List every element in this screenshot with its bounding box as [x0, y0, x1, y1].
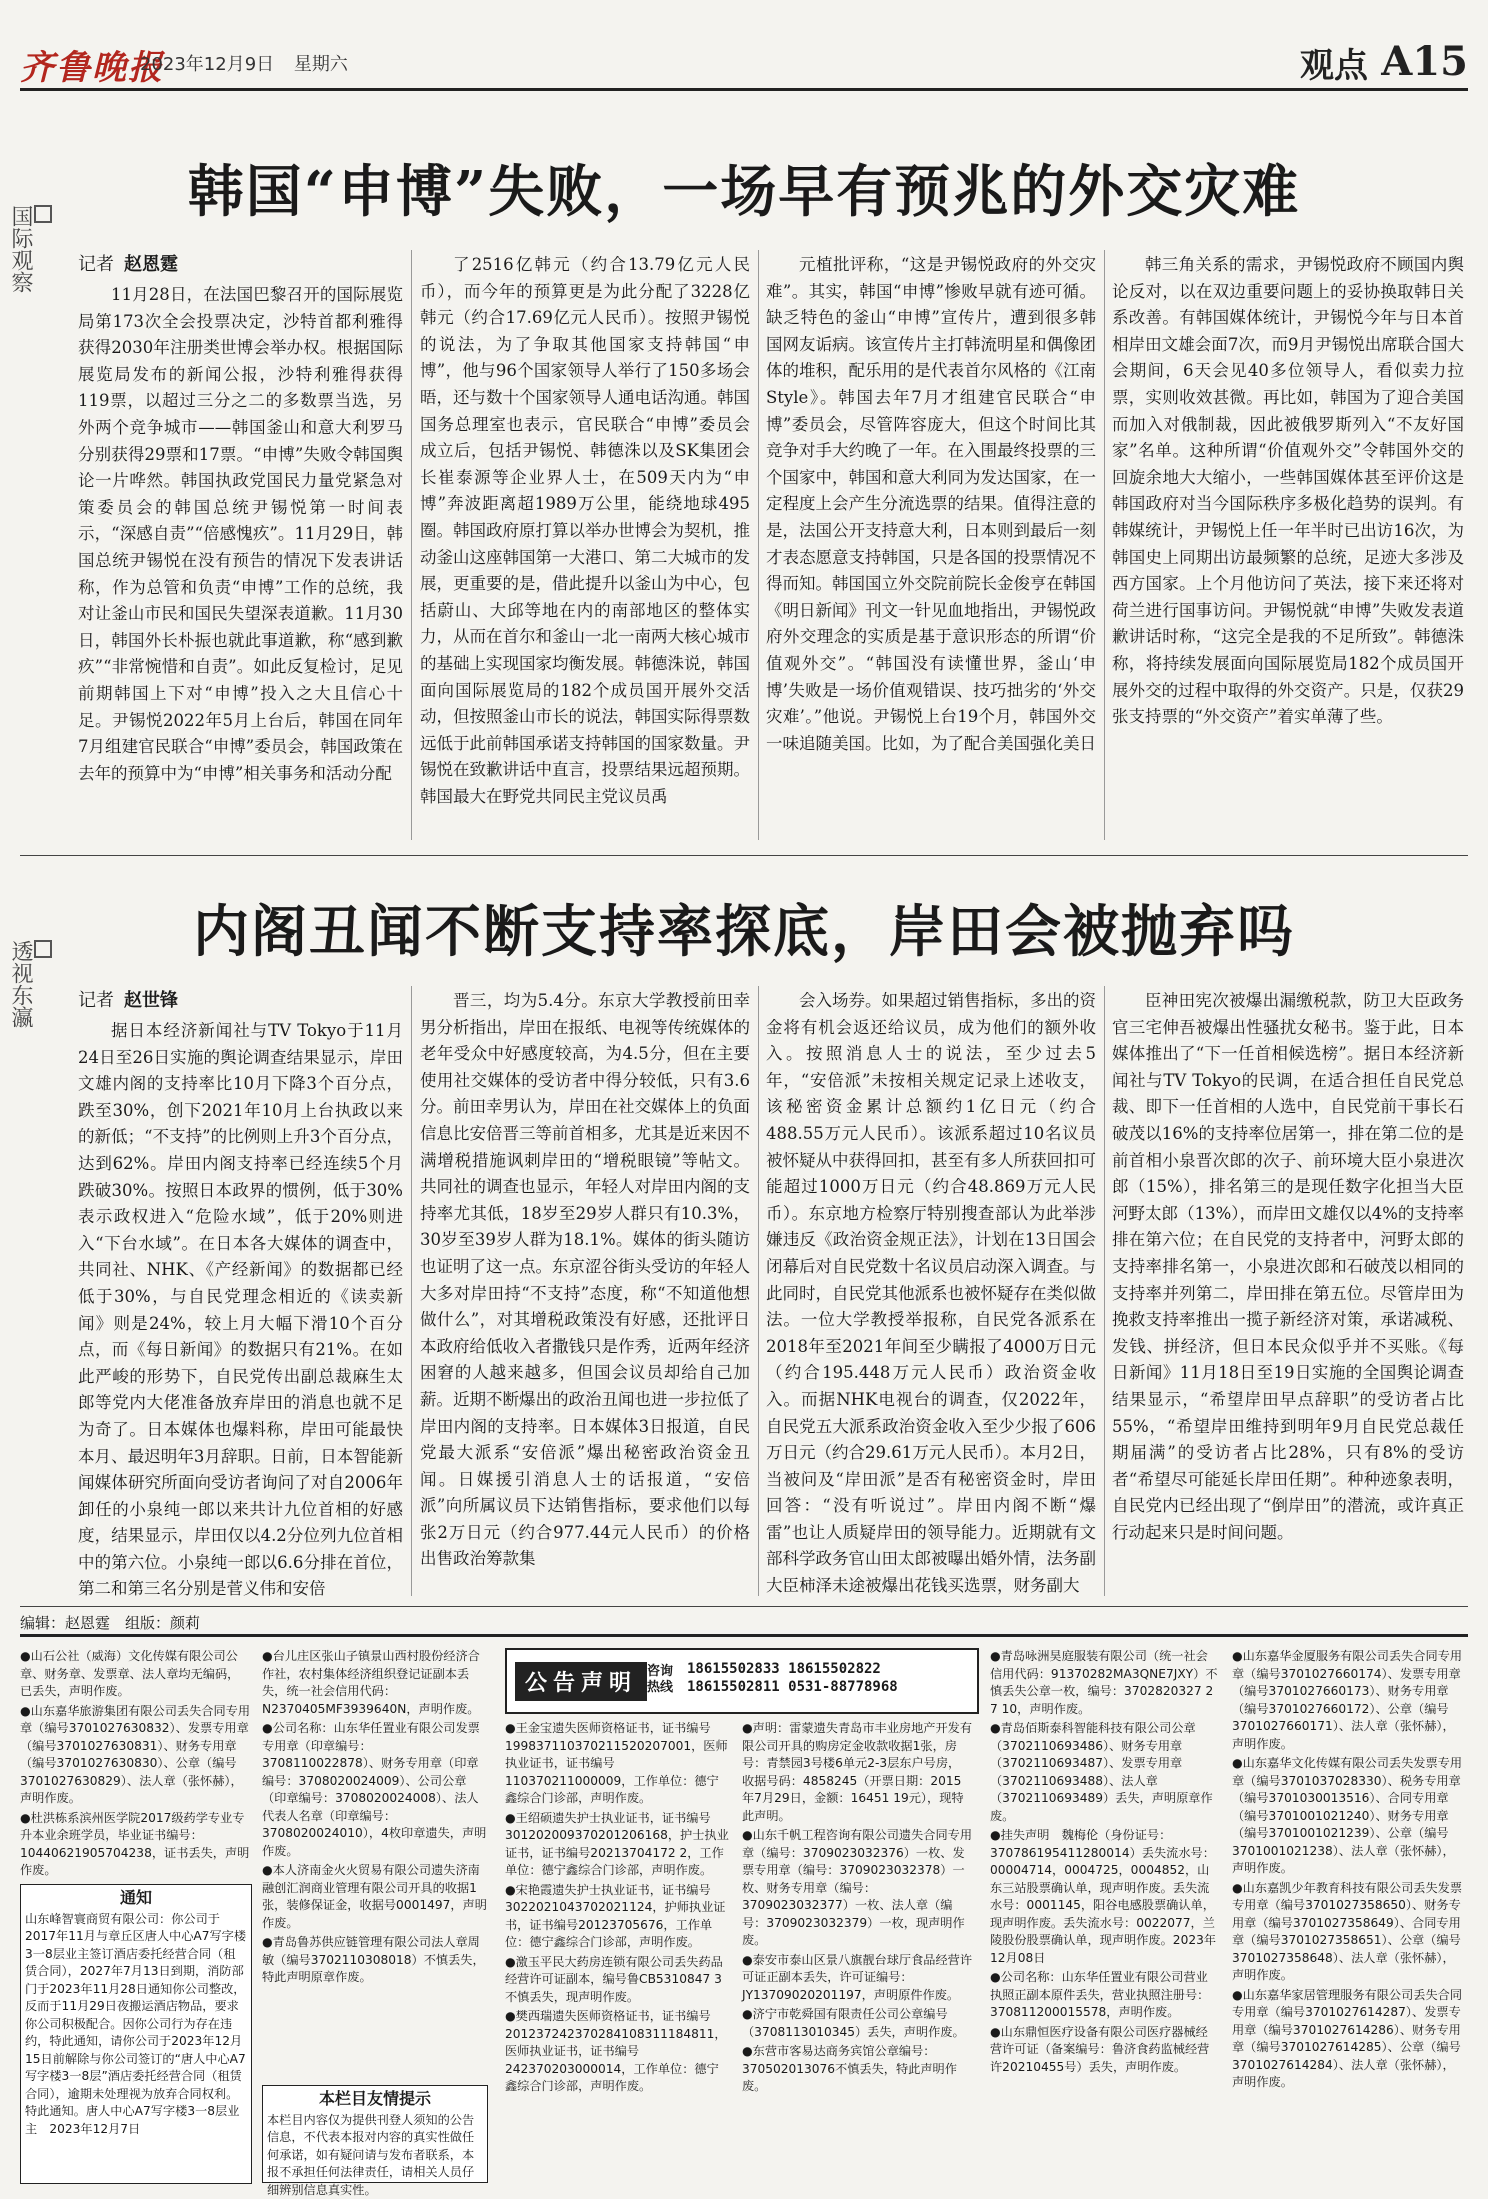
notice-column-6	[1232, 1648, 1464, 2175]
column-divider	[1104, 986, 1105, 1596]
article2-column-tag: 透视东瀛	[22, 940, 52, 1028]
article2-column-4	[1112, 988, 1464, 1593]
date-text: 2023年12月9日	[140, 54, 274, 75]
notice-item: ●王绍硕遗失护士执业证书，证书编号301202009370201206168，护士执业证书，证书编号20213704172 2，工作单位：德宁鑫综合门诊部，声明作废。	[505, 1810, 730, 1880]
notice-item: ●公司名称：山东华任置业有限公司营业执照正副本原件丢失，营业执照注册号：370811200015578，声明作废。	[990, 1969, 1218, 2022]
byline-label: 记者	[78, 990, 114, 1011]
notice-item: ●山东鼎恒医疗设备有限公司医疗器械经营许可证（备案编号：鲁济食药监械经营许20210455号）丢失，声明作废。	[990, 2024, 1218, 2077]
tel-numbers	[687, 1660, 898, 1696]
tel-line: 18615502833 18615502822	[687, 1660, 898, 1678]
hint-text: 本栏目内容仅为提供刊登人须知的公告信息，不代表本报对内容的真实性做任何承诺，如有疑问请与发布者联系，本报不承担任何法律责任，请相关人员仔细辨别信息真实性。	[267, 2112, 483, 2199]
notice-column-2	[262, 1648, 487, 2078]
weekday-text: 星期六	[294, 54, 348, 75]
tongzhi-box	[20, 1884, 252, 2184]
article2-column-2	[420, 988, 750, 1593]
byline-label: 记者	[78, 254, 114, 275]
notice-item: ●山东嘉华金厦服务有限公司丢失合同专用章（编号3701027660174）、发票专用章（编号3701027660173）、财务专用章（编号3701027660172）、公章（编号3701027660171）、法人章（张怀赫），声明作废。	[1232, 1648, 1464, 1753]
paragraph: 11月28日，在法国巴黎召开的国际展览局第173次全会投票决定，沙特首都利雅得获得2030年注册类世博会举办权。根据国际展览局发布的新闻公报，沙特利雅得获得119票，以超过三分之二的多数票当选，另外两个竞争城市——韩国釜山和意大利罗马分别获得29票和17票。“申博”失败令韩国舆论一片哗然。韩国执政党国民力量党紧急对策委员会的韩国总统尹锡悦第一时间表示，“深感自责”“倍感愧疚”。11月29日，韩国总统尹锡悦在没有预告的情况下发表讲话称，作为总管和负责“申博”工作的总统，我对让釜山市民和国民失望深表道歉。11月30日，韩国外长朴振也就此事道歉，称“感到歉疚”“非常惋惜和自责”。如此反复检讨，足见前期韩国上下对“申博”投入之大且信心十足。尹锡悦2022年5月上台后，韩国在同年7月组建官民联合“申博”委员会，韩国政策在去年的预算中为“申博”相关事务和活动分配	[78, 282, 403, 787]
page-number: A15	[1381, 38, 1468, 85]
notice-item: ●山东嘉华旅游集团有限公司丢失合同专用章（编号3701027630832）、发票专用章（编号3701027630831）、财务专用章（编号3701027630830）、公章（编号3701027630829）、法人章（张怀赫），声明作废。	[20, 1703, 250, 1808]
article1-title: 韩国“申博”失败，一场早有预兆的外交灾难	[0, 148, 1488, 228]
notice-item: ●山东嘉华文化传媒有限公司丢失发票专用章（编号3701037028330）、税务专用章（编号3701030013516）、合同专用章（编号3701001021240）、财务专用章（编号3701001021239）、公章（编号3701001021238）、法人章（张怀赫），声明作废。	[1232, 1755, 1464, 1878]
notice-item: ●樊西瑞遗失医师资格证书，证书编号201237242370284108311184811，医师执业证书，证书编号242370203000014，工作单位：德宁鑫综合门诊部，声明作废。	[505, 2008, 730, 2096]
article2-column-1	[78, 1018, 403, 1593]
column-divider	[758, 250, 759, 840]
notice-item: ●山石公社（威海）文化传媒有限公司公章、财务章、发票章、法人章均无编码，已丢失，声明作废。	[20, 1648, 250, 1701]
notice-item: ●激玉平民大药房连锁有限公司丢失药品经营许可证副本，编号鲁CB5310847 3不慎丢失，现声明作废。	[505, 1954, 730, 2007]
paragraph: 臣神田宪次被爆出漏缴税款，防卫大臣政务官三宅伸吾被爆出性骚扰女秘书。鉴于此，日本媒体推出了“下一任首相候选榜”。据日本经济新闻社与TV Tokyo的民调，在适合担任自民党总裁、即下一任首相的人选中，自民党前干事长石破茂以16%的支持率位居第一，排在第二位的是前首相小泉晋次郎的次子、前环境大臣小泉进次郎（15%），排名第三的是现任数字化担当大臣河野太郎（13%），而岸田文雄仅以4%的支持率排在第六位；在自民党的支持者中，河野太郎的支持率排名第一，小泉进次郎和石破茂以相同的支持率并列第二，岸田排在第五位。尽管岸田为挽救支持率推出一揽子新经济对策，承诺减税、发钱、拼经济，但日本民众似乎并不买账。《每日新闻》11月18日至19日实施的全国舆论调查结果显示，“希望岸田早点辞职”的受访者占比55%，“希望岸田维持到明年9月自民党总裁任期届满”的受访者占比28%，只有8%的受访者“希望尽可能延长岸田任期”。种种迹象表明，自民党内已经出现了“倒岸田”的潜流，或许真正行动起来只是时间问题。	[1112, 988, 1464, 1546]
article2-column-3	[766, 988, 1096, 1593]
article1-column-tag: 国际观察	[22, 205, 52, 293]
issue-date	[140, 50, 348, 76]
hint-title: 本栏目友情提示	[267, 2090, 483, 2108]
notice-column-5	[990, 1648, 1218, 2175]
notice-item: ●本人济南金火火贸易有限公司遗失济南融创汇润商业管理有限公司开具的收据1张，装修保证金，收据号0001497，声明作废。	[262, 1862, 487, 1932]
paragraph: 了2516亿韩元（约合13.79亿元人民币），而今年的预算更是为此分配了3228亿韩元（约合17.69亿元人民币）。按照尹锡悦的说法，为了争取其他国家支持韩国“申博”，他与96个国家领导人举行了150多场会晤，还与数十个国家领导人通电话沟通。韩国国务总理室也表示，官民联合“申博”委员会成立后，包括尹锡悦、韩德洙以及SK集团会长崔泰源等企业界人士，在509天内为“申博”奔波距离超1989万公里，能绕地球495圈。韩国政府原打算以举办世博会为契机，推动釜山这座韩国第一大港口、第二大城市的发展，更重要的是，借此提升以釜山为中心，包括蔚山、大邱等地在内的南部地区的整体实力，从而在首尔和釜山一北一南两大核心城市的基础上实现国家均衡发展。韩德洙说，韩国面向国际展览局的182个成员国开展外交活动，但按照釜山市长的说法，韩国实际得票数远低于此前韩国承诺支持韩国的国家数量。尹锡悦在致歉讲话中直言，投票结果远超预期。韩国最大在野党共同民主党议员禹	[420, 252, 750, 810]
article1-column-2	[420, 252, 750, 837]
notice-column-4	[742, 1720, 972, 2175]
friendly-hint-box	[262, 2085, 488, 2183]
paragraph: 元植批评称，“这是尹锡悦政府的外交灾难”。其实，韩国“申博”惨败早就有迹可循。缺乏特色的釜山“申博”宣传片，遭到很多韩国网友诟病。该宣传片主打韩流明星和偶像团体的堆积，配乐用的是代表首尔风格的《江南Style》。韩国去年7月才组建官民联合“申博”委员会，尽管阵容庞大，但这个时间比其竞争对手大约晚了一年。在入围最终投票的三个国家中，韩国和意大利同为发达国家，在一定程度上会产生分流选票的结果。值得注意的是，法国公开支持意大利，日本则到最后一刻才表态愿意支持韩国，只是各国的投票情况不得而知。韩国国立外交院前院长金俊亨在韩国《明日新闻》刊文一针见血地指出，尹锡悦政府外交理念的实质是基于意识形态的所谓“价值观外交”。“韩国没有读懂世界，釜山‘申博’失败是一场价值观错误、技巧拙劣的‘外交灾难’。”他说。尹锡悦上台19个月，韩国外交一味追随美国。比如，为了配合美国强化美日	[766, 252, 1096, 757]
notice-header-box	[505, 1648, 979, 1714]
notice-item: ●台儿庄区张山子镇景山西村股份经济合作社，农村集体经济组织登记证副本丢失，统一社会信用代码：N2370405MF3939640N，声明作废。	[262, 1648, 487, 1718]
notice-item: ●东营市客易达商务宾馆公章编号：370502013076不慎丢失，特此声明作废。	[742, 2043, 972, 2096]
notice-item: ●山东嘉凯少年教育科技有限公司丢失发票专用章（编号3701027358650）、财务专用章（编号3701027358649）、合同专用章（编号3701027358651）、公章（编号3701027358648）、法人章（张怀赫），声明作废。	[1232, 1880, 1464, 1985]
paragraph: 晋三，均为5.4分。东京大学教授前田幸男分析指出，岸田在报纸、电视等传统媒体的老年受众中好感度较高，为4.5分，但在主要使用社交媒体的受访者中得分较低，只有3.6分。前田幸男认为，岸田在社交媒体上的负面信息比安倍晋三等前首相多，尤其是近来因不满增税措施讽刺岸田的“增税眼镜”等帖文。共同社的调查也显示，年轻人对岸田内阁的支持率尤其低，18岁至29岁人群只有10.3%，30岁至39岁人群为18.1%。媒体的街头随访也证明了这一点。东京涩谷街头受访的年轻人大多对岸田持“不支持”态度，称“不知道他想做什么”，对其增税政策没有好感，还批评日本政府给低收入者撒钱只是作秀，近两年经济困窘的人越来越多，但国会议员却给自己加薪。近期不断爆出的政治丑闻也进一步拉低了岸田内阁的支持率。日本媒体3日报道，自民党最大派系“安倍派”爆出秘密政治资金丑闻。日媒援引消息人士的话报道，“安倍派”向所属议员下达销售指标，要求他们以每张2万日元（约合977.44元人民币）的价格出售政治筹款集	[420, 988, 750, 1573]
notice-column-1	[20, 1648, 250, 1878]
notice-column-3	[505, 1720, 730, 2175]
editor-credit: 编辑：赵恩霆 组版：颜莉	[20, 1612, 200, 1633]
paragraph: 韩三角关系的需求，尹锡悦政府不顾国内舆论反对，以在双边重要问题上的妥协换取韩日关系改善。有韩国媒体统计，尹锡悦今年与日本首相岸田文雄会面7次，而9月尹锡悦出席联合国大会期间，6天会见40多位领导人，看似卖力拉票，实则收效甚微。再比如，韩国为了迎合美国而加入对俄制裁，因此被俄罗斯列入“不友好国家”名单。这种所谓“价值观外交”令韩国外交的回旋余地大大缩小，一些韩国媒体甚至评价这是韩国政府对当今国际秩序多极化趋势的误判。有韩媒统计，尹锡悦上任一年半时已出访16次，为韩国史上同期出访最频繁的总统，足迹大多涉及西方国家。上个月他访问了英法，接下来还将对荷兰进行国事访问。尹锡悦就“申博”失败发表道歉讲话时称，“这完全是我的不足所致”。韩德洙称，将持续发展面向国际展览局182个成员国开展外交的过程中取得的外交资产。只是，仅获29张支持票的“外交资产”着实单薄了些。	[1112, 252, 1464, 731]
notice-item: ●泰安市泰山区景八旗靓台球厅食品经营许可证正副本丢失，许可证编号：JY13709020201197，声明原件作废。	[742, 1952, 972, 2005]
column-divider	[411, 250, 412, 840]
article2-title: 内阁丑闻不断支持率探底，岸田会被抛弃吗	[0, 888, 1488, 968]
notice-item: ●宋艳霞遗失护士执业证书，证书编号3022021043702021124，护师执业证书，证书编号20123705676，工作单位：德宁鑫综合门诊部，声明作废。	[505, 1882, 730, 1952]
notice-rule	[20, 1634, 1468, 1637]
notice-item: ●山东千帆工程咨询有限公司遗失合同专用章（编号：3709023032376）一枚、发票专用章（编号：3709023032378）一枚、财务专用章（编号：3709023032377）一枚、法人章（编号：3709023032379）一枚，现声明作废。	[742, 1827, 972, 1950]
notice-item: ●挂失声明 魏梅伦（身份证号：370786195411280014）丢失流水号：00004714，0004725，0004852，山东三站股票确认单，现声明作废。丢失流水号：0001145，阳谷电感股票确认单，现声明作废。丢失流水号：0022077，兰陵股份股票确认单，现声明作废。2023年12月08日	[990, 1827, 1218, 1967]
notice-item: ●青岛鲁苏供应链管理有限公司法人章周敏（编号3702110308018）不慎丢失，特此声明原章作废。	[262, 1934, 487, 1987]
byline-name: 赵世锋	[124, 990, 178, 1011]
notice-item: ●青岛佰斯泰科智能科技有限公司公章（3702110693486）、财务专用章（3702110693487）、发票专用章（3702110693488）、法人章（3702110693489）丢失，声明原章作废。	[990, 1720, 1218, 1825]
article1-column-3	[766, 252, 1096, 837]
tel-label: 咨询热线	[647, 1664, 677, 1696]
notice-item: ●杜洪栋系滨州医学院2017级药学专业专升本业余班学员，毕业证书编号：10440621905704238，证书丢失，声明作废。	[20, 1810, 250, 1880]
notice-title: 公告声明	[515, 1662, 647, 1701]
column-divider	[758, 986, 759, 1596]
article1-byline	[78, 250, 178, 276]
notice-item: ●王金宝遗失医师资格证书，证书编号199837110370211520207001，医师执业证书，证书编号110370211000009，工作单位：德宁鑫综合门诊部，声明作废。	[505, 1720, 730, 1808]
article-divider	[20, 855, 1468, 856]
paragraph: 据日本经济新闻社与TV Tokyo于11月24日至26日实施的舆论调查结果显示，岸田文雄内阁的支持率比10月下降3个百分点，跌至30%，创下2021年10月上台执政以来的新低；“不支持”的比例则上升3个百分点，达到62%。岸田内阁支持率已经连续5个月跌破30%。按照日本政界的惯例，低于30%表示政权进入“危险水域”，低于20%则进入“下台水域”。在日本各大媒体的调查中，共同社、NHK、《产经新闻》的数据都已经低于30%，与自民党理念相近的《读卖新闻》则是24%，较上月大幅下滑10个百分点，而《每日新闻》的数据只有21%。在如此严峻的形势下，自民党传出副总裁麻生太郎等党内大佬准备放弃岸田的消息也就不足为奇了。日本媒体也爆料称，岸田可能最快本月、最迟明年3月辞职。日前，日本智能新闻媒体研究所面向受访者询问了对自2006年卸任的小泉纯一郎以来共计九位首相的好感度，结果显示，岸田仅以4.2分位列九位首相中的第六位。小泉纯一郎以6.6分排在首位，第二和第三名分别是菅义伟和安倍	[78, 1018, 403, 1603]
paragraph: 会入场券。如果超过销售指标，多出的资金将有机会返还给议员，成为他们的额外收入。按照消息人士的说法，至少过去5年，“安倍派”未按相关规定记录上述收支，该秘密资金累计总额约1亿日元（约合488.55万元人民币）。该派系超过10名议员被怀疑从中获得回扣，甚至有多人所获回扣可能超过1000万日元（约合48.869万元人民币）。东京地方检察厅特别搜查部认为此举涉嫌违反《政治资金规正法》，计划在13日国会闭幕后对自民党数十名议员启动深入调查。与此同时，自民党其他派系也被怀疑存在类似做法。一位大学教授举报称，自民党各派系在2018年至2021年间至少瞒报了4000万日元（约合195.448万元人民币）政治资金收入。而据NHK电视台的调查，仅2022年，自民党五大派系政治资金收入至少少报了606万日元（约合29.61万元人民币）。本月2日，当被问及“岸田派”是否有秘密资金时，岸田回答：“没有听说过”。岸田内阁不断“爆雷”也让人质疑岸田的领导能力。近期就有文部科学政务官山田太郎被曝出婚外情，法务副大臣柿泽未途被爆出花钱买选票，财务副大	[766, 988, 1096, 1600]
newspaper-logo: 齐鲁晚报	[20, 40, 164, 89]
masthead-rule	[20, 88, 1468, 91]
notice-item: ●济宁市乾舜国有限责任公司公章编号（3708113010345）丢失，声明作废。	[742, 2006, 972, 2041]
article2-byline	[78, 986, 178, 1012]
notice-item: ●山东嘉华家居管理服务有限公司丢失合同专用章（编号3701027614287）、发票专用章（编号3701027614286）、财务专用章（编号3701027614285）、公章（编号3701027614284）、法人章（张怀赫），声明作废。	[1232, 1987, 1464, 2092]
tongzhi-title: 通知	[25, 1889, 247, 1907]
article1-column-4	[1112, 252, 1464, 837]
column-divider	[1104, 250, 1105, 840]
column-divider	[411, 986, 412, 1596]
tongzhi-text: 山东峰智寰商贸有限公司：你公司于2017年11月与章丘区唐人中心A7写字楼3一8层业主签订酒店委托经营合同（租赁合同），2027年7月13日到期，消防部门于2023年11月28日通知你公司整改，反而于11月29日夜搬运酒店物品，要求你公司积极配合。因你公司行为存在违约，特此通知，请你公司于2023年12月15日前解除与你公司签订的“唐人中心A7写字楼3一8层”酒店委托经营合同（租赁合同），逾期未处理视为放弃合同权利。特此通知。唐人中心A7写字楼3一8层业主 2023年12月7日	[25, 1911, 247, 2139]
notice-item: ●声明：雷蒙遗失青岛市丰业房地产开发有限公司开具的购房定金收款收据1张，房号：青禁园3号楼6单元2-3层东户号房，收据号码：4858245（开票日期：2015年7月29日，金额：16451 19元），现特此声明。	[742, 1720, 972, 1825]
footer-rule	[20, 1606, 1468, 1607]
notice-item: ●公司名称：山东华任置业有限公司发票专用章（印章编号：3708110022878）、财务专用章（印章编号：3708020024009）、公司公章（印章编号：3708020024008）、法人代表人名章（印章编号：3708020024010），4枚印章遗失，声明作废。	[262, 1720, 487, 1860]
tel-line: 18615502811 0531-88778968	[687, 1678, 898, 1696]
section-name: 观点	[1300, 38, 1368, 87]
notice-item: ●青岛咏洲昊庭服装有限公司（统一社会信用代码：91370282MA3QNE7JXY）不慎丢失公章一枚，编号：3702820327 2 7 10，声明作废。	[990, 1648, 1218, 1718]
byline-name: 赵恩霆	[124, 254, 178, 275]
article1-column-1	[78, 282, 403, 837]
